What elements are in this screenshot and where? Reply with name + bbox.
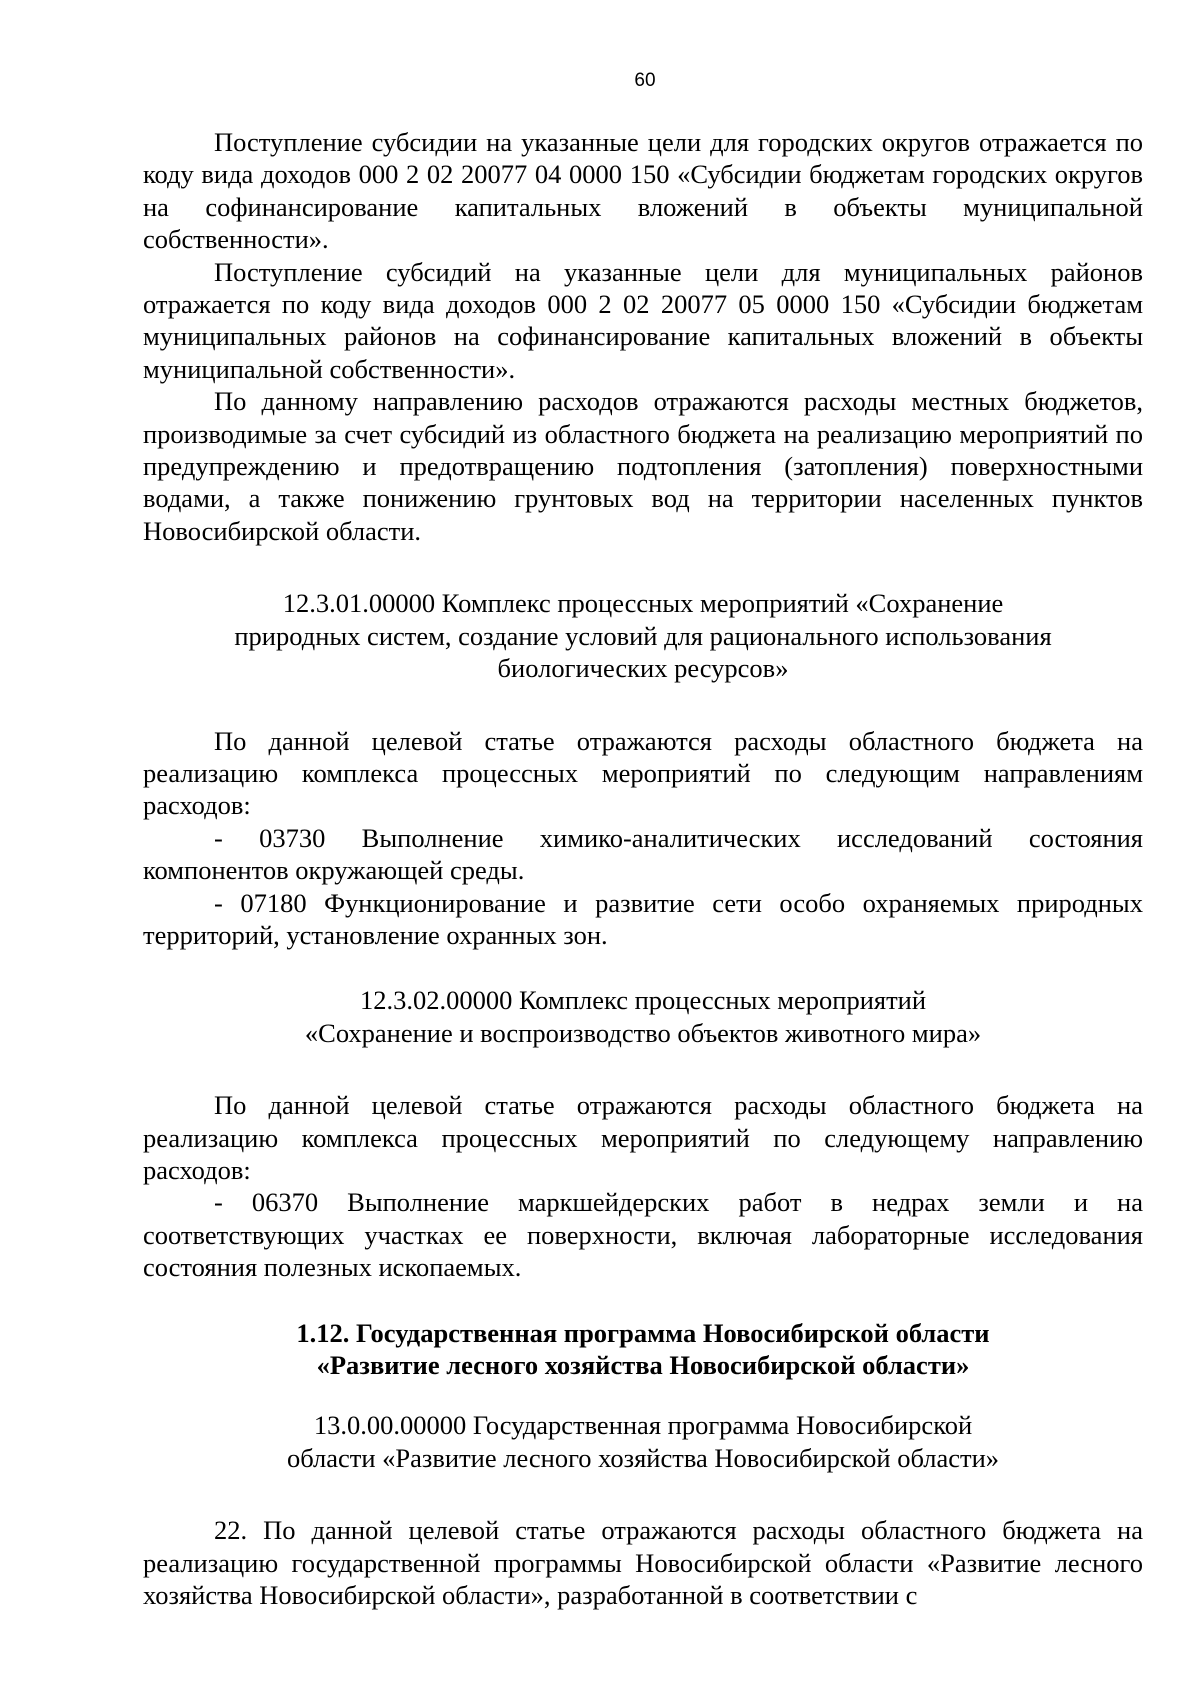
heading-line: 1.12. Государственная программа Новосибирской области — [296, 1317, 990, 1348]
heading-line: 12.3.01.00000 Комплекс процессных мероприятий «Сохранение — [282, 588, 1004, 619]
heading-line: «Сохранение и воспроизводство объектов животного мира» — [304, 1017, 982, 1048]
list-item-07180: - 07180 Функционирование и развитие сети особо охраняемых природных территорий, установление охранных зон. — [143, 887, 1143, 950]
heading-line: области «Развитие лесного хозяйства Новосибирской области» — [286, 1442, 1000, 1473]
list-item-03730: - 03730 Выполнение химико-аналитических исследований состояния компонентов окружающей среды. — [143, 822, 1143, 886]
section-intro-paragraph: По данной целевой статье отражаются расходы областного бюджета на реализацию комплекса процессных мероприятий по следующему направлению расходов: — [143, 1090, 1143, 1185]
section-intro-paragraph: По данной целевой статье отражаются расходы областного бюджета на реализацию комплекса процессных мероприятий по следующим направлениям расходов: — [143, 725, 1143, 821]
section-heading-wildlife — [143, 984, 1143, 1049]
heading-line: «Развитие лесного хозяйства Новосибирской области» — [316, 1350, 970, 1380]
document-body — [143, 126, 1143, 1611]
program-paragraph: 22. По данной целевой статье отражаются расходы областного бюджета на реализацию государственной программы Новосибирской области «Развитие лесного хозяйства Новосибирской области», разработанной в соответствии с — [143, 1515, 1143, 1611]
heading-line: биологических ресурсов» — [497, 653, 789, 684]
program-heading — [143, 1409, 1143, 1474]
paragraph-subsidy-city-districts: Поступление субсидии на указанные цели для городских округов отражается по коду вида доходов 000 2 02 20077 04 0000 150 «Субсидии бюджетам городских округов на софинансирование капитальных вложений в объекты муниципальной собственности». — [143, 127, 1143, 255]
heading-line: 12.3.02.00000 Комплекс процессных мероприятий — [359, 985, 927, 1016]
heading-line: природных систем, создание условий для рационального использования — [234, 620, 1052, 651]
page-number: 60 — [634, 70, 656, 91]
heading-line: 13.0.00.00000 Государственная программа Новосибирской — [313, 1410, 973, 1441]
paragraph-subsidy-municipal-districts: Поступление субсидий на указанные цели для муниципальных районов отражается по коду вида доходов 000 2 02 20077 05 0000 150 «Субсидии бюджетам муниципальных районов на софинансирование капитальных вложений в объекты муниципальной собственности». — [143, 256, 1143, 384]
program-bold-heading — [143, 1317, 1143, 1382]
section-heading-natural-systems — [143, 587, 1143, 684]
list-item-06370: - 06370 Выполнение маркшейдерских работ в недрах земли и на соответствующих участках ее поверхности, включая лабораторные исследования состояния полезных ископаемых. — [143, 1187, 1143, 1283]
paragraph-expense-direction: По данному направлению расходов отражаются расходы местных бюджетов, производимые за счет субсидий из областного бюджета на реализацию мероприятий по предупреждению и предотвращению подтопления (затопления) поверхностными водами, а также понижению грунтовых вод на территории населенных пунктов Новосибирской области. — [143, 386, 1143, 546]
